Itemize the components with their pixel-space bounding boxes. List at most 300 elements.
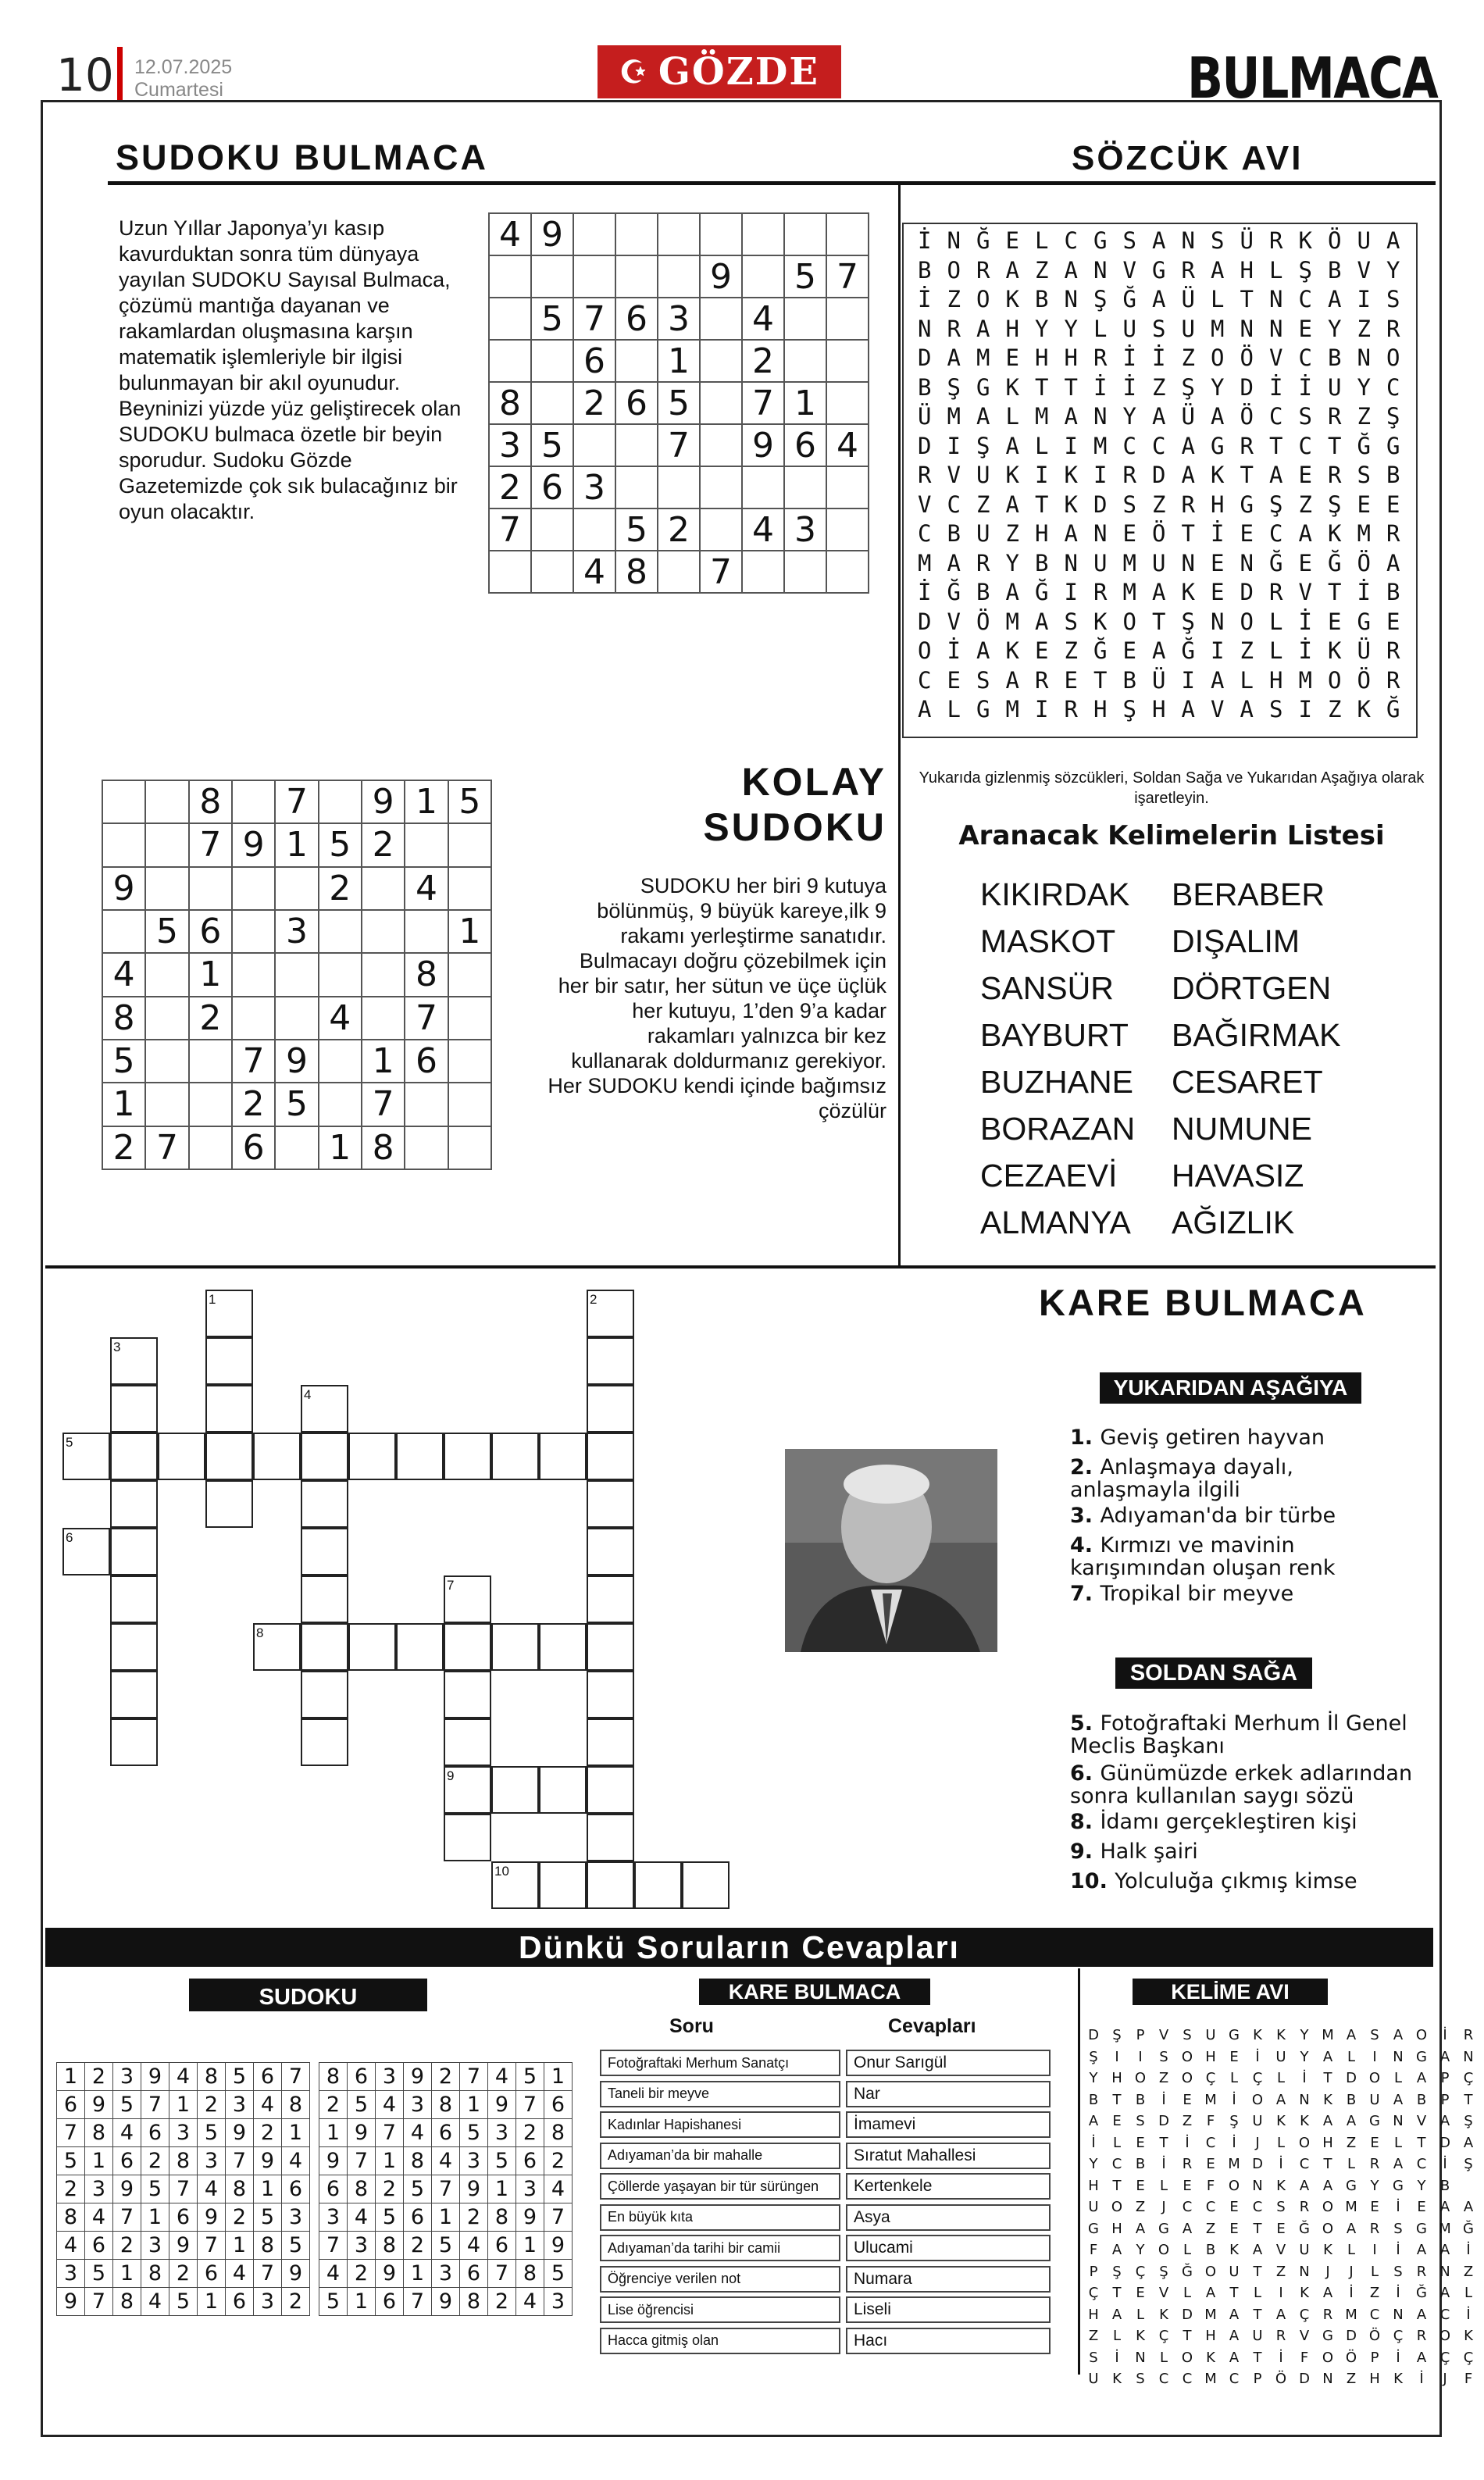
sudoku-cell	[742, 213, 784, 255]
wordsearch-letter: J	[1443, 2371, 1447, 2387]
sudoku-cell	[573, 508, 615, 551]
sudoku-cell: 9	[275, 1040, 318, 1083]
sudoku-cell: 8	[376, 2232, 404, 2260]
wordsearch-letter: L	[1035, 432, 1049, 459]
wordsearch-letter: H	[1111, 2220, 1122, 2237]
crossword-cell[interactable]	[587, 1671, 634, 1718]
crossword-title: KARE BULMACA	[1039, 1282, 1367, 1323]
crossword-number: 4	[304, 1387, 312, 1402]
sudoku-cell: 6	[113, 2147, 141, 2175]
wordsearch-letter: A	[1181, 462, 1195, 488]
crossword-cell[interactable]	[301, 1528, 348, 1575]
wordsearch-letter: İ	[1232, 2091, 1236, 2108]
sudoku-cell: 8	[198, 2063, 226, 2091]
crossword-cell[interactable]	[205, 1337, 253, 1385]
answer-sudoku-b	[319, 2062, 573, 2316]
wordsearch-letter: U	[1328, 373, 1342, 401]
newspaper-logo[interactable]	[598, 45, 841, 98]
crossword-cell[interactable]	[110, 1575, 158, 1623]
sudoku-cell: 4	[405, 867, 448, 910]
wordsearch-row	[1082, 2046, 1480, 2068]
wordsearch-row	[1082, 2347, 1480, 2369]
sudoku-row	[319, 2260, 573, 2288]
sudoku-cell: 7	[404, 2288, 432, 2316]
wordsearch-letter: Y	[1328, 315, 1342, 342]
sudoku-cell	[189, 1040, 232, 1083]
wordsearch-letter: Z	[1346, 2134, 1357, 2151]
wordsearch-letter: O	[1322, 2349, 1334, 2366]
wordsearch-letter: M	[1345, 2199, 1357, 2215]
sudoku-cell: 2	[376, 2175, 404, 2203]
wordsearch-letter: İ	[1298, 637, 1312, 664]
crossword-cell[interactable]	[682, 1861, 730, 1909]
sudoku-cell	[826, 508, 869, 551]
wordsearch-letter: S	[1269, 696, 1283, 723]
wordsearch-letter: T	[1417, 2134, 1426, 2151]
sudoku-cell	[784, 340, 826, 382]
crossword-cell[interactable]	[587, 1480, 634, 1528]
sudoku-cell: 1	[658, 340, 700, 382]
wordsearch-letter: K	[1276, 2027, 1286, 2043]
wordsearch-letter: T	[1253, 2306, 1262, 2323]
wordsearch-letter: Y	[1370, 2177, 1379, 2194]
sudoku-cell	[405, 823, 448, 866]
sudoku-cell: 8	[254, 2232, 282, 2260]
sudoku-row	[319, 2288, 573, 2316]
wordsearch-letter: E	[1357, 491, 1371, 518]
wordsearch-letter: A	[1088, 2113, 1099, 2129]
crossword-cell[interactable]	[491, 1433, 539, 1480]
wordsearch-letter: Ğ	[947, 579, 961, 605]
crossword-cell[interactable]	[444, 1718, 491, 1766]
wordsearch-letter: L	[1136, 2306, 1145, 2323]
sudoku-cell	[275, 867, 318, 910]
wordsearch-letter: Y	[1122, 403, 1136, 430]
crossword-cell[interactable]	[587, 1433, 634, 1480]
sudoku2-text: SUDOKU her biri 9 kutuya bölünmüş, 9 büyük kareye,ilk 9 rakamı yerleştirme sanatıdır. Bulmacayı doğru çözebilmek için her bir satır, her sütun ve üçe üçlük her kutuyu, 1’den 9’a kadar rakamları yalnızca bir kez kullanarak doldurmanız gerekiyor. Her SUDOKU kendi içinde bağımsız çözülür	[548, 874, 886, 1122]
word-list-left	[980, 871, 1135, 1246]
wordsearch-row	[1082, 2218, 1480, 2240]
crossword-cell[interactable]	[110, 1623, 158, 1671]
wordsearch-letter: H	[1088, 2306, 1099, 2323]
wordsearch-letter: İ	[1269, 373, 1283, 401]
clue-item	[1070, 1840, 1414, 1863]
sudoku-cell: 7	[348, 2147, 376, 2175]
wordsearch-letter: A	[1152, 403, 1166, 430]
wordsearch-letter: I	[1064, 579, 1078, 605]
wordsearch-letter: A	[1439, 2285, 1450, 2301]
wordsearch-letter: A	[1393, 2027, 1404, 2043]
wordsearch-letter: M	[1122, 579, 1136, 605]
crossword-cell[interactable]	[301, 1575, 348, 1623]
sudoku-cell: 7	[362, 1083, 405, 1126]
wordsearch-letter: E	[947, 666, 961, 694]
sudoku-cell: 6	[615, 298, 658, 340]
word-list-right	[1172, 871, 1340, 1246]
sudoku-cell: 4	[198, 2175, 226, 2203]
wordsearch-letter: Y	[1136, 2242, 1145, 2258]
crossword-cell[interactable]	[539, 1766, 587, 1814]
answers-title: Dünkü Soruların Cevapları	[45, 1928, 1433, 1967]
wordsearch-letter: İ	[1396, 2199, 1400, 2215]
sudoku-cell	[826, 466, 869, 508]
wordsearch-letter: Ö	[1357, 666, 1371, 694]
crossword-cell[interactable]	[444, 1433, 491, 1480]
crossword-cell[interactable]	[253, 1433, 301, 1480]
crescent-star-icon: ☪	[619, 53, 649, 91]
wordsearch-letter: L	[1005, 403, 1019, 430]
wordsearch-letter: K	[1005, 462, 1019, 488]
answer-value: Sıratut Mahallesi	[846, 2143, 1051, 2169]
answer-question: En büyük kıta	[600, 2204, 840, 2231]
crossword-cell[interactable]	[110, 1528, 158, 1575]
sudoku-cell: 8	[189, 780, 232, 823]
sudoku-cell: 3	[784, 508, 826, 551]
wordsearch-letter: M	[1211, 315, 1225, 342]
wordsearch-letter: U	[1181, 315, 1195, 342]
sudoku-cell	[489, 551, 531, 593]
sudoku-cell: 6	[573, 340, 615, 382]
sudoku-cell: 4	[169, 2063, 198, 2091]
wordsearch-letter: L	[1253, 2285, 1262, 2301]
word-list-item: NUMUNE	[1172, 1111, 1312, 1147]
sudoku-cell: 7	[145, 1126, 188, 1169]
crossword-cell[interactable]	[587, 1528, 634, 1575]
crossword-cell[interactable]	[348, 1623, 396, 1671]
wordsearch-letter: B	[918, 256, 932, 284]
crossword-cell[interactable]	[205, 1385, 253, 1433]
crossword-cell[interactable]	[348, 1433, 396, 1480]
wordsearch-letter: O	[1181, 2048, 1193, 2065]
wordsearch-letter: I	[1093, 462, 1108, 488]
sudoku-cell: 8	[319, 2063, 348, 2091]
crossword-number: 2	[590, 1292, 598, 1307]
sudoku-cell	[700, 424, 742, 466]
sudoku-row	[57, 2063, 310, 2091]
answer-question: Öğrenciye verilen not	[600, 2266, 840, 2293]
sudoku2-title	[547, 759, 886, 850]
wordsearch-letter: Y	[1211, 373, 1225, 401]
crossword-cell[interactable]	[587, 1814, 634, 1861]
sudoku-cell: 9	[348, 2119, 376, 2147]
sudoku-row	[57, 2091, 310, 2119]
wordsearch-letter: K	[1112, 2371, 1122, 2387]
wordsearch-letter: K	[1300, 2113, 1309, 2129]
logo-text: GÖZDE	[658, 50, 819, 94]
sudoku-cell: 6	[232, 1126, 275, 1169]
sudoku-cell: 7	[57, 2119, 85, 2147]
sudoku-cell: 8	[544, 2119, 573, 2147]
wordsearch-row	[1082, 2304, 1480, 2326]
wordsearch-letter: M	[1357, 520, 1371, 547]
wordsearch-letter: Z	[1205, 2220, 1216, 2237]
crossword-cell[interactable]	[444, 1623, 491, 1671]
sudoku-cell: 4	[826, 424, 869, 466]
wordsearch-letter: G	[1240, 491, 1254, 518]
wordsearch-letter: A	[1416, 2070, 1427, 2086]
wordsearch-row	[910, 637, 1408, 666]
wordsearch-letter: N	[1064, 549, 1078, 576]
crossword-cell[interactable]	[491, 1623, 539, 1671]
wordsearch-letter: A	[947, 344, 961, 371]
sudoku-cell: 9	[404, 2063, 432, 2091]
word-list-item: KIKIRDAK	[980, 876, 1130, 912]
sudoku-cell: 7	[189, 823, 232, 866]
wordsearch-row	[910, 608, 1408, 637]
wordsearch-letter: İ	[918, 286, 932, 312]
sudoku-cell: 6	[226, 2288, 254, 2316]
wordsearch-letter: O	[1204, 2263, 1217, 2280]
wordsearch-letter: A	[1322, 2177, 1333, 2194]
answer-value: Liseli	[846, 2296, 1051, 2323]
wordsearch-letter: U	[1205, 2027, 1216, 2043]
wordsearch-letter: A	[1211, 403, 1225, 430]
wordsearch-letter: Z	[1240, 637, 1254, 664]
sudoku-cell: 1	[275, 823, 318, 866]
sudoku-cell: 6	[85, 2232, 113, 2260]
wordsearch-letter: V	[1298, 579, 1312, 605]
crossword-cell[interactable]	[587, 1337, 634, 1385]
sudoku-cell: 9	[254, 2147, 282, 2175]
wordsearch-letter: C	[1416, 2156, 1427, 2172]
wordsearch-letter: Ğ	[1386, 696, 1400, 723]
sudoku-cell: 1	[57, 2063, 85, 2091]
wordsearch-letter: İ	[1093, 373, 1108, 401]
crossword-cell[interactable]	[396, 1433, 444, 1480]
clue-number: 1.	[1070, 1426, 1101, 1450]
wordsearch-letter: S	[1386, 286, 1400, 312]
wordsearch-letter: Ş	[1093, 286, 1108, 312]
wordsearch-letter: İ	[1255, 2048, 1260, 2065]
crossword-cell[interactable]	[158, 1433, 205, 1480]
crossword-cell[interactable]	[587, 1718, 634, 1766]
crossword-cell[interactable]	[444, 1671, 491, 1718]
sudoku-cell	[615, 466, 658, 508]
wordsearch-letter: B	[1386, 579, 1400, 605]
sudoku-cell	[405, 1126, 448, 1169]
wordsearch-letter: E	[1211, 549, 1225, 576]
word-list-item: HAVASIZ	[1172, 1158, 1304, 1194]
crossword-cell[interactable]	[491, 1766, 539, 1814]
sudoku-row	[57, 2175, 310, 2203]
wordsearch-letter: N	[1393, 2048, 1404, 2065]
wordsearch-letter: A	[1346, 2113, 1357, 2129]
crossword-cell[interactable]	[539, 1623, 587, 1671]
wordsearch-letter: E	[1005, 344, 1019, 371]
crossword-cell[interactable]	[110, 1385, 158, 1433]
wordsearch-letter: E	[1229, 2220, 1239, 2237]
sudoku-cell: 6	[544, 2091, 573, 2119]
sudoku-cell: 7	[742, 382, 784, 424]
wordsearch-letter: A	[1439, 2242, 1450, 2258]
wordsearch-letter: A	[1229, 2328, 1240, 2344]
wordsearch-letter: G	[1093, 227, 1108, 254]
crossword-cell[interactable]	[539, 1861, 587, 1909]
header-date: 12.07.2025	[134, 56, 233, 78]
sudoku-cell	[145, 1083, 188, 1126]
wordsearch-letter: U	[1229, 2263, 1240, 2280]
crossword-cell[interactable]	[587, 1861, 634, 1909]
wordsearch-letter: Ö	[1152, 520, 1166, 547]
wordsearch-letter: Ğ	[1182, 2263, 1193, 2280]
wordsearch-letter: M	[1204, 2371, 1217, 2387]
wordsearch-letter: L	[1183, 2242, 1192, 2258]
crossword-cell[interactable]	[587, 1385, 634, 1433]
crossword-cell[interactable]	[301, 1480, 348, 1528]
wordsearch-letter: H	[1211, 491, 1225, 518]
sudoku-cell: 8	[405, 953, 448, 996]
answer-col-answer: Cevapları	[888, 2015, 976, 2037]
crossword-cell[interactable]	[110, 1718, 158, 1766]
wordsearch-letter: H	[1240, 256, 1254, 284]
wordsearch-letter: İ	[1349, 2285, 1354, 2301]
sudoku-cell: 1	[362, 1040, 405, 1083]
wordsearch-letter: L	[1347, 2242, 1356, 2258]
sudoku-cell	[615, 424, 658, 466]
wordsearch-letter: K	[1276, 2113, 1286, 2129]
wordsearch-letter: B	[1135, 2091, 1146, 2108]
wordsearch-letter: O	[1211, 344, 1225, 371]
section-title: BULMACA	[1187, 45, 1438, 111]
wordsearch-letter: N	[1064, 286, 1078, 312]
sudoku-cell: 5	[319, 2288, 348, 2316]
wordsearch-letter: Ş	[1122, 696, 1136, 723]
wordsearch-letter: N	[918, 315, 932, 342]
crossword-cell[interactable]	[587, 1623, 634, 1671]
sudoku-cell: 9	[362, 780, 405, 823]
wordsearch-letter: R	[1463, 2027, 1474, 2043]
wordsearch-letter: D	[1252, 2156, 1263, 2172]
sudoku-cell	[275, 953, 318, 996]
wordsearch-row	[910, 227, 1408, 256]
wordsearch-row	[1082, 2368, 1480, 2390]
sudoku-cell: 3	[544, 2288, 573, 2316]
wordsearch-row	[1082, 2325, 1480, 2347]
wordsearch-letter: Ö	[976, 608, 990, 635]
clue-number: 9.	[1070, 1839, 1101, 1864]
sudoku-cell: 1	[376, 2147, 404, 2175]
portrait-photo-graphic	[785, 1449, 997, 1652]
wordsearch-letter: K	[1323, 2242, 1332, 2258]
wordsearch-letter: T	[1035, 491, 1049, 518]
wordsearch-letter: R	[1035, 666, 1049, 694]
sudoku-cell: 5	[57, 2147, 85, 2175]
sudoku-cell: 9	[141, 2063, 169, 2091]
sudoku-cell: 3	[489, 424, 531, 466]
sudoku-cell	[826, 298, 869, 340]
wordsearch-letter: H	[1064, 344, 1078, 371]
crossword-cell[interactable]	[110, 1433, 158, 1480]
sudoku-cell: 5	[531, 298, 573, 340]
sudoku-cell: 7	[282, 2063, 310, 2091]
wordsearch-letter: A	[1211, 666, 1225, 694]
wordsearch-letter: İ	[947, 637, 961, 664]
sudoku-cell: 2	[226, 2203, 254, 2232]
crossword-cell[interactable]	[205, 1433, 253, 1480]
crossword-cell[interactable]	[110, 1671, 158, 1718]
wordsearch-letter: İ	[1152, 344, 1166, 371]
wordsearch-letter: G	[1229, 2027, 1240, 2043]
sudoku-cell: 4	[85, 2203, 113, 2232]
wordsearch-letter: R	[1322, 2306, 1333, 2323]
wordsearch-letter: Ş	[1112, 2263, 1122, 2280]
sudoku-cell	[362, 867, 405, 910]
sudoku-cell: 6	[57, 2091, 85, 2119]
crossword-cell[interactable]	[587, 1766, 634, 1814]
sudoku-cell: 9	[531, 213, 573, 255]
crossword-cell[interactable]	[539, 1433, 587, 1480]
wordsearch-letter: P	[1370, 2349, 1379, 2366]
wordsearch-letter: N	[1439, 2263, 1450, 2280]
sudoku-cell	[232, 780, 275, 823]
sudoku-cell: 6	[319, 2175, 348, 2203]
crossword-cell[interactable]	[110, 1480, 158, 1528]
wordsearch-letter: H	[1035, 520, 1049, 547]
sudoku-cell	[489, 255, 531, 298]
middle-rule	[45, 1265, 1436, 1269]
crossword-cell[interactable]	[396, 1623, 444, 1671]
wordsearch-letter: U	[1299, 2242, 1310, 2258]
sudoku-cell	[145, 1040, 188, 1083]
wordsearch-letter: A	[1299, 2177, 1310, 2194]
sudoku-cell: 3	[254, 2288, 282, 2316]
wordsearch-letter: L	[1347, 2156, 1356, 2172]
wordsearch-letter: L	[1183, 2285, 1192, 2301]
wordsearch-letter: H	[1035, 344, 1049, 371]
wordsearch-letter: M	[1005, 696, 1019, 723]
wordsearch-letter: C	[1369, 2306, 1380, 2323]
crossword-cell[interactable]	[205, 1480, 253, 1528]
wordsearch-letter: K	[1300, 2285, 1309, 2301]
sudoku-cell: 6	[784, 424, 826, 466]
sudoku-cell: 2	[742, 340, 784, 382]
crossword-cell[interactable]	[301, 1671, 348, 1718]
wordsearch-letter: A	[1439, 2113, 1450, 2129]
wordsearch-letter: Z	[1369, 2285, 1380, 2301]
wordsearch-row	[910, 402, 1408, 432]
sudoku-cell	[742, 551, 784, 593]
wordsearch-letter: M	[1204, 2091, 1217, 2108]
wordsearch-letter: Z	[1298, 491, 1312, 518]
wordsearch-letter: D	[1439, 2134, 1450, 2151]
sudoku-cell	[700, 340, 742, 382]
sudoku-cell	[145, 997, 188, 1040]
crossword-cell[interactable]	[301, 1433, 348, 1480]
crossword-cell[interactable]	[587, 1575, 634, 1623]
wordsearch-letter: M	[1228, 2156, 1240, 2172]
crossword-cell[interactable]	[634, 1861, 682, 1909]
wordsearch-letter: C	[918, 520, 932, 547]
wordsearch-letter: Z	[1064, 637, 1078, 664]
wordsearch-letter: Ö	[1328, 227, 1342, 254]
answer-value: Numara	[846, 2266, 1051, 2293]
wordsearch-letter: S	[1298, 403, 1312, 430]
wordsearch-letter: T	[1064, 373, 1078, 401]
wordsearch-letter: Y	[1386, 256, 1400, 284]
wordsearch-letter: Ü	[1357, 637, 1371, 664]
sudoku-cell: 9	[169, 2232, 198, 2260]
wordsearch-letter: F	[1089, 2242, 1098, 2258]
wordsearch-letter: J	[1255, 2134, 1260, 2151]
wordsearch-letter: H	[1005, 315, 1019, 342]
wordsearch-letter: G	[1346, 2177, 1357, 2194]
crossword-cell[interactable]	[301, 1623, 348, 1671]
sudoku-cell: 9	[376, 2260, 404, 2288]
crossword-cell[interactable]	[301, 1718, 348, 1766]
wordsearch-letter: İ	[1302, 2070, 1307, 2086]
crossword-cell[interactable]	[444, 1814, 491, 1861]
wordsearch-letter: T	[1112, 2285, 1122, 2301]
